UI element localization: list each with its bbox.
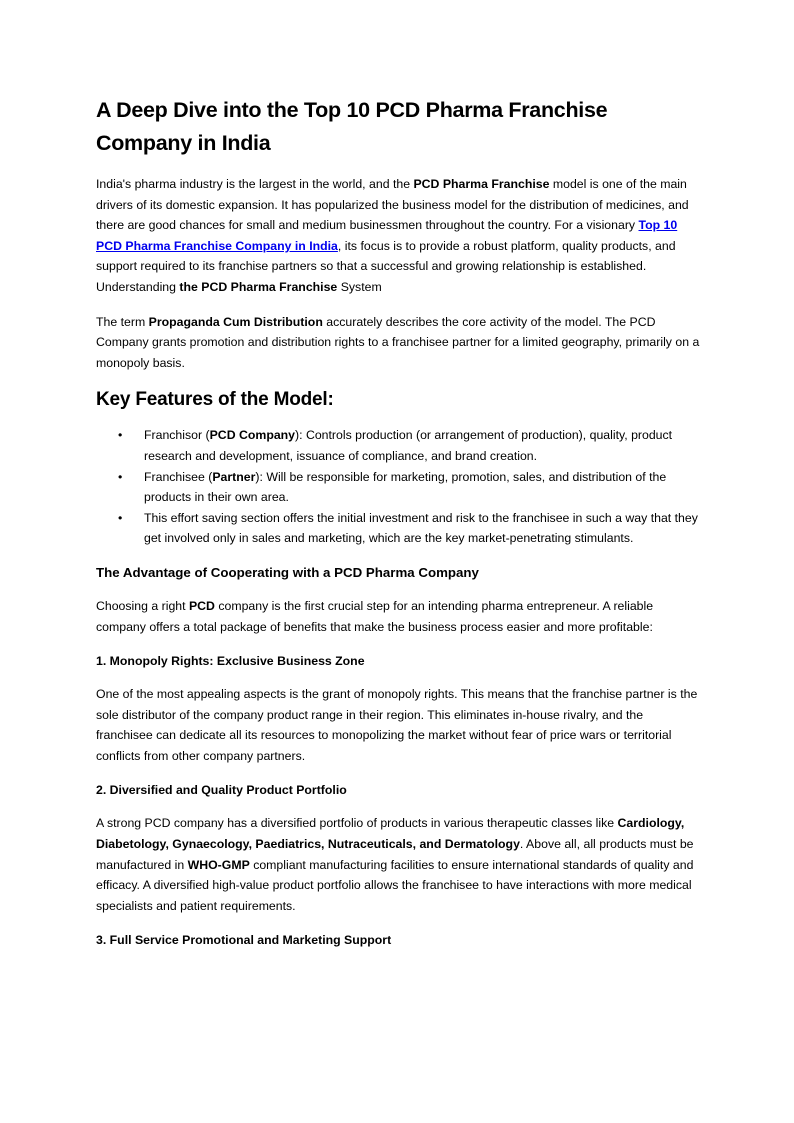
- text: The term: [96, 314, 149, 329]
- text: System: [337, 279, 382, 294]
- text: , its focus is to provide a robust platform, quality products, and support required to its franchise partners so that a successful and growing relationship is established. Understanding: [96, 238, 676, 294]
- features-list: [96, 425, 700, 549]
- section-paragraph: One of the most appealing aspects is the grant of monopoly rights. This means that the franchise partner is the sole distributor of the company product range in their region. This eliminates in-house rivalry, and the franchisee can dedicate all its resources to monopolizing the market without fear of price wars or territorial conflicts from other company partners.: [96, 687, 698, 763]
- text: company is the first crucial step for an intending pharma entrepreneur. A reliable company offers a total package of benefits that make the business process easier and more profitable:: [96, 598, 654, 634]
- bold-text: Partner: [212, 469, 256, 484]
- document-body: [96, 94, 700, 963]
- bold-text: WHO-GMP: [187, 857, 250, 872]
- bold-text: PCD Pharma Franchise: [413, 177, 550, 191]
- text: . Above all, all products must be manufactured in: [96, 837, 694, 872]
- text: model is one of the main drivers of its domestic expansion. It has popularized the business model for the distribution of medicines, and there are good chances for small and medium businessmen throughout the country. For a visionary: [96, 177, 689, 233]
- key-features-heading: Key Features of the Model:: [96, 389, 334, 411]
- bold-text: PCD: [188, 598, 215, 613]
- advantage-paragraph: [96, 596, 700, 637]
- text: accurately describes the core activity of the model. The PCD Company grants promotion and distribution rights to a franchisee partner for a limited geography, primarily on a monopoly basis.: [96, 314, 700, 370]
- list-item: [144, 467, 700, 508]
- term-paragraph: [96, 312, 700, 374]
- list-item: [144, 425, 700, 466]
- section-paragraph: [96, 813, 700, 916]
- text: This effort saving section offers the initial investment and risk to the franchisee in such a way that they get involved only in sales and marketing, which are the key market-penetrating stimulants.: [144, 510, 698, 546]
- advantage-heading: The Advantage of Cooperating with a PCD Pharma Company: [96, 564, 479, 580]
- section-heading: 1. Monopoly Rights: Exclusive Business Zone: [96, 654, 365, 669]
- text: India's pharma industry is the largest in the world, and the: [96, 177, 414, 191]
- section-heading: 3. Full Service Promotional and Marketing Support: [96, 933, 392, 948]
- text: A strong PCD company has a diversified portfolio of products in various therapeutic classes like: [96, 816, 618, 831]
- text: Choosing a right: [96, 598, 189, 613]
- bold-text: Cardiology, Diabetology, Gynaecology, Paediatrics, Nutraceuticals, and Dermatology: [96, 816, 685, 852]
- bold-text: the PCD Pharma Franchise: [179, 279, 338, 294]
- bold-text: Propaganda Cum Distribution: [148, 314, 323, 329]
- text: ): Controls production (or arrangement of production), quality, product research and development, issuance of compliance, and brand creation.: [144, 428, 673, 463]
- text: ): Will be responsible for marketing, promotion, sales, and distribution of the products in their own area.: [144, 469, 667, 505]
- intro-paragraph: [96, 174, 700, 298]
- list-item: [144, 508, 700, 549]
- page-title: A Deep Dive into the Top 10 PCD Pharma Franchise Company in India: [96, 98, 608, 155]
- text: Franchisor (: [144, 428, 210, 443]
- bold-text: PCD Company: [209, 428, 296, 443]
- text: Franchisee (: [144, 469, 213, 484]
- text: compliant manufacturing facilities to ensure international standards of quality and efficacy. A diversified high-value product portfolio allows the franchisee to have interactions with more medical specialists and patient requirements.: [96, 857, 694, 913]
- top10-link[interactable]: Top 10 PCD Pharma Franchise Company in India: [96, 218, 678, 253]
- section-heading: 2. Diversified and Quality Product Portfolio: [96, 783, 347, 798]
